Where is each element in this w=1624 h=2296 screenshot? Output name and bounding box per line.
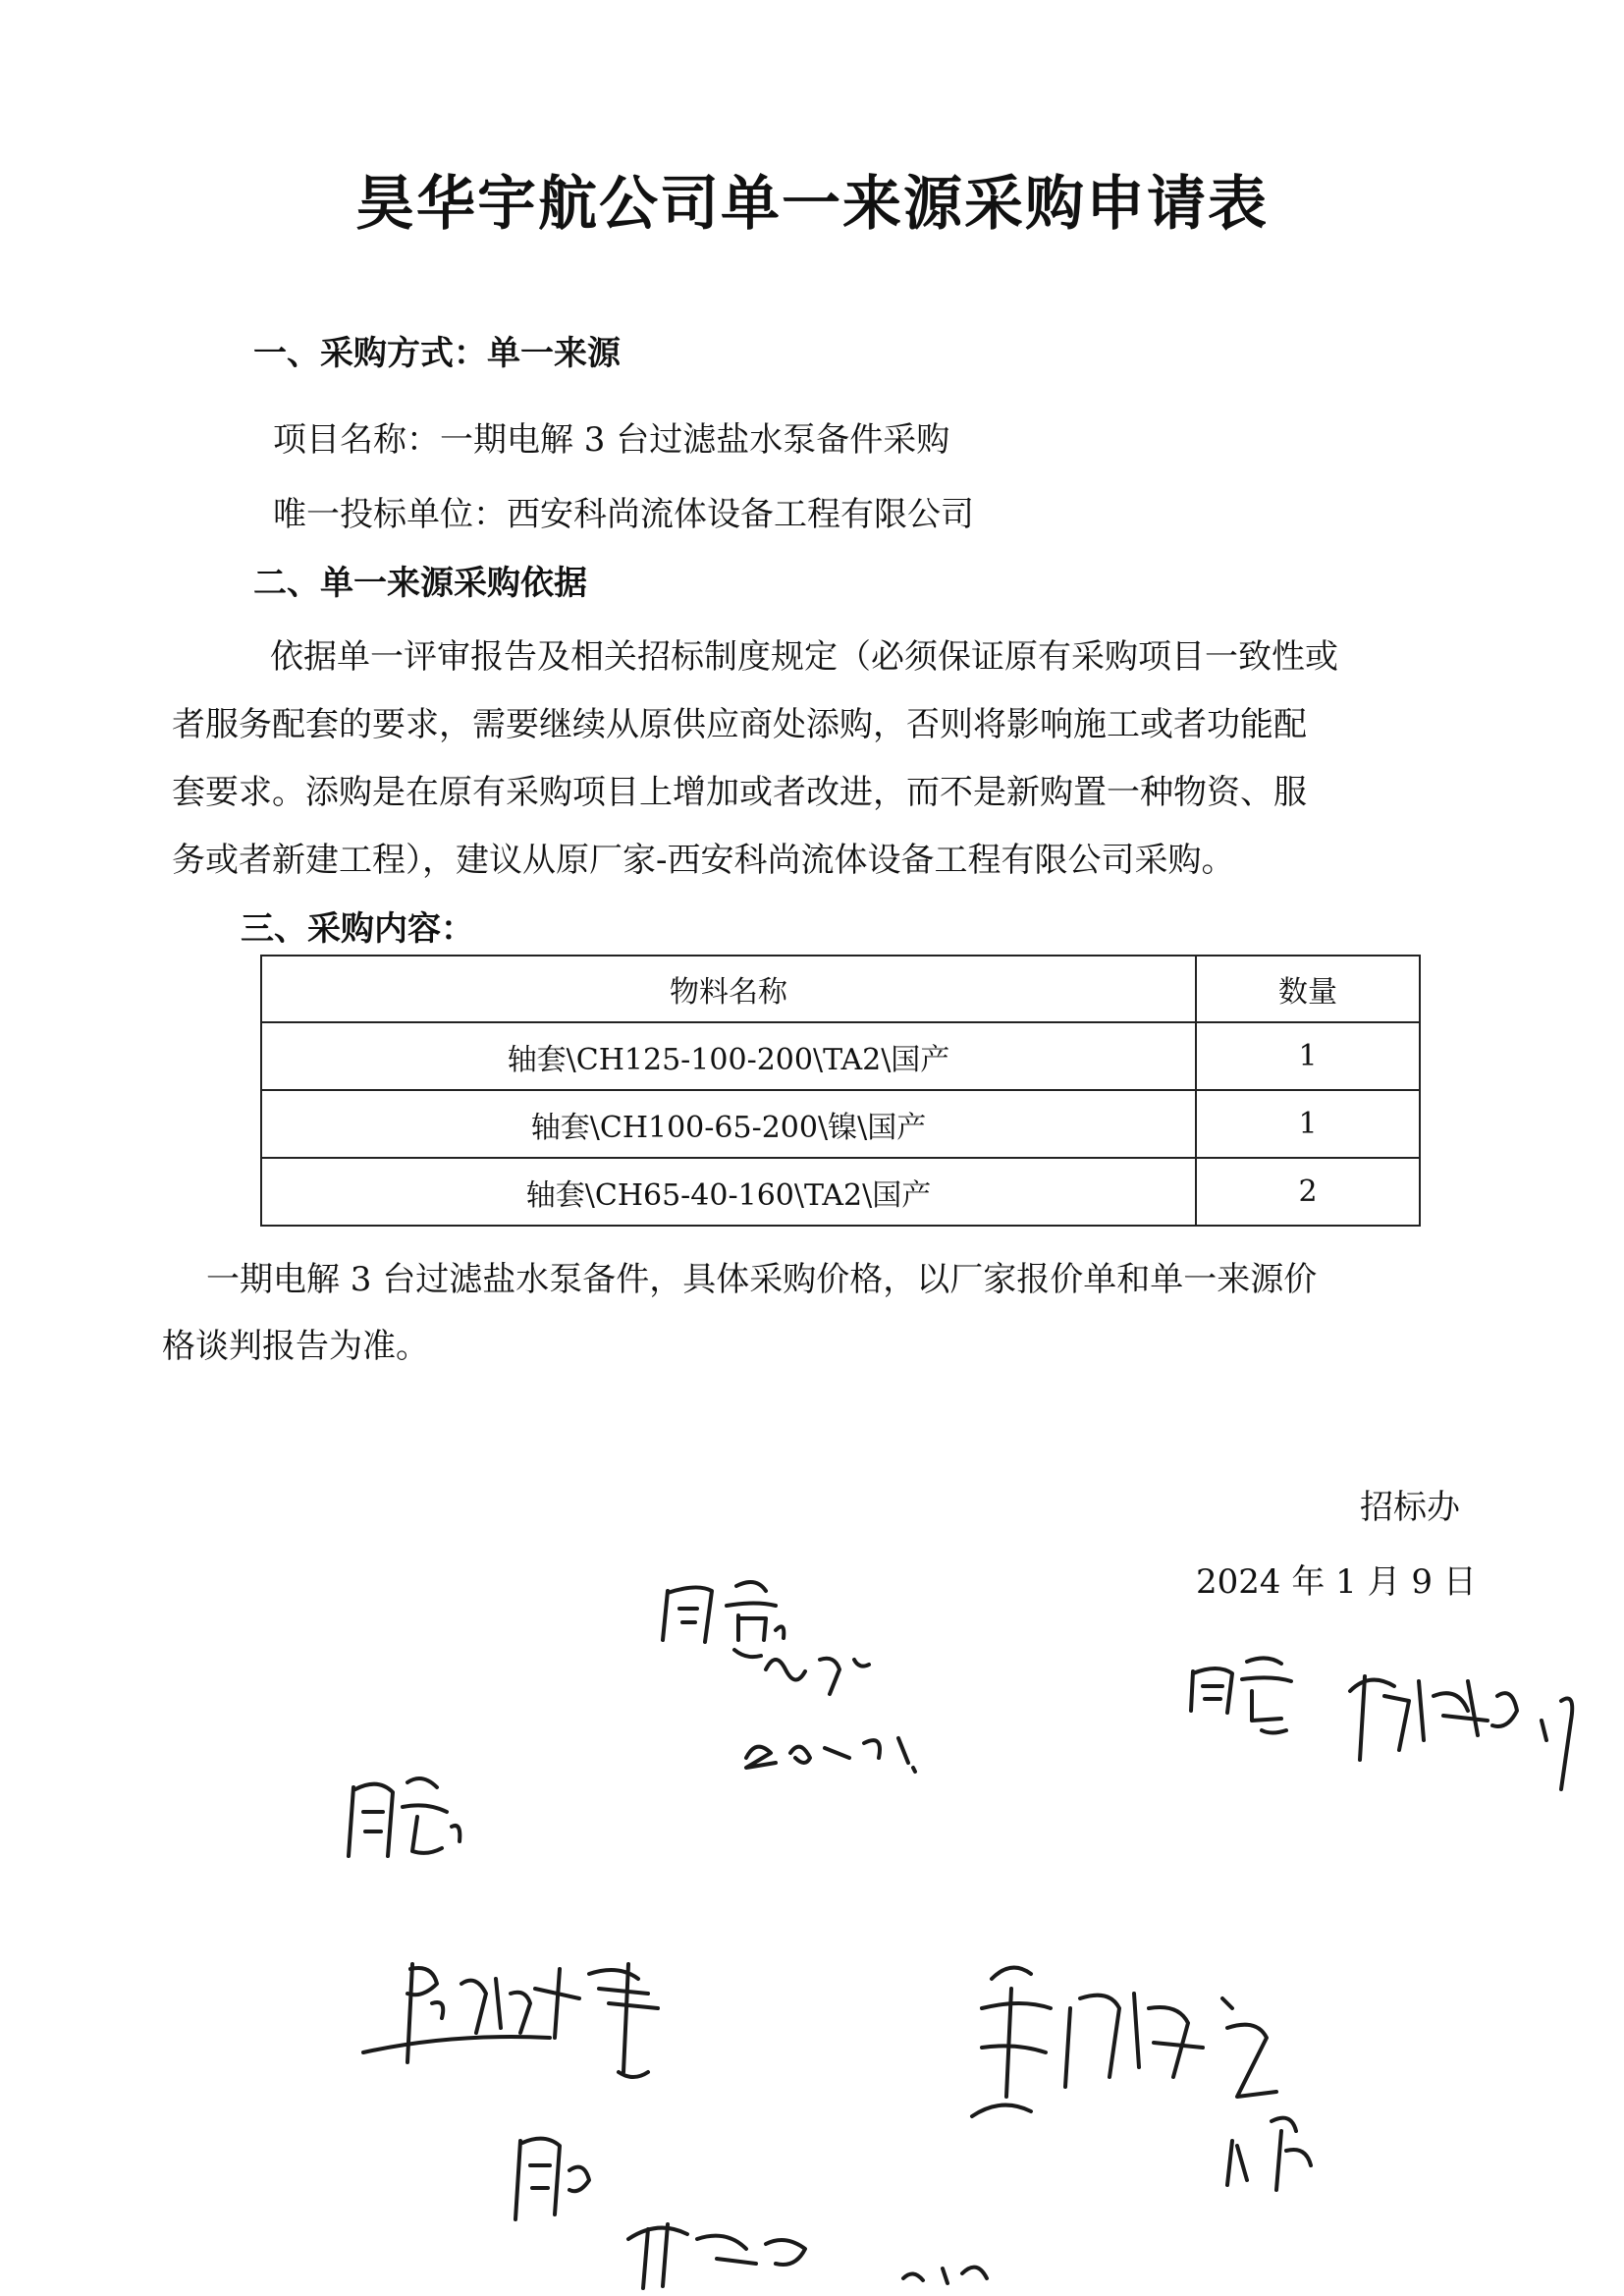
bidder-value: 西安科尚流体设备工程有限公司 (507, 495, 974, 534)
signature-3 (334, 1758, 481, 1886)
quantity-cell: 1 (1196, 1022, 1420, 1090)
date-label: 2024 年 1 月 9 日 (1196, 1562, 1477, 1602)
note-line-2: 格谈判报告为准。 (162, 1327, 429, 1366)
quantity-cell: 2 (1196, 1158, 1420, 1226)
project-name-label: 项目名称： (273, 420, 440, 460)
material-name-cell: 轴套\CH125-100-200\TA2\国产 (261, 1022, 1196, 1090)
bidder-label: 唯一投标单位： (273, 495, 507, 534)
signature-6 (1218, 2092, 1335, 2200)
materials-table (260, 955, 1421, 1227)
table-row (261, 1158, 1420, 1226)
table-row (261, 1022, 1420, 1090)
basis-line-1: 依据单一评审报告及相关招标制度规定（必须保证原有采购项目一致性或 (270, 637, 1338, 677)
section3-heading: 三、采购内容： (241, 909, 474, 949)
basis-line-2: 者服务配套的要求，需要继续从原供应商处添购，否则将影响施工或者功能配 (172, 705, 1307, 744)
note-line-1: 一期电解 3 台过滤盐水泵备件，具体采购价格，以厂家报价单和单一来源价 (206, 1260, 1318, 1299)
quantity-cell: 1 (1196, 1090, 1420, 1158)
bidder-line (273, 487, 974, 535)
basis-line-4: 务或者新建工程），建议从原厂家-西安科尚流体设备工程有限公司采购。 (172, 841, 1235, 880)
project-name-line (273, 412, 949, 461)
document-title: 昊华宇航公司单一来源采购申请表 (355, 170, 1269, 239)
header-quantity: 数量 (1196, 956, 1420, 1022)
project-name-value: 一期电解 3 台过滤盐水泵备件采购 (440, 420, 950, 460)
signature-7 (491, 2111, 1041, 2296)
header-material-name: 物料名称 (261, 956, 1196, 1022)
section2-heading: 二、单一来源采购依据 (253, 564, 587, 603)
section1-heading: 一、采购方式：单一来源 (253, 334, 621, 373)
material-name-cell: 轴套\CH65-40-160\TA2\国产 (261, 1158, 1196, 1226)
signature-4 (353, 1925, 727, 2092)
signature-2 (1173, 1642, 1624, 1829)
table-header-row (261, 956, 1420, 1022)
material-name-cell: 轴套\CH100-65-200\镍\国产 (261, 1090, 1196, 1158)
basis-line-3: 套要求。添购是在原有采购项目上增加或者改进，而不是新购置一种物资、服 (172, 773, 1307, 812)
table-row (261, 1090, 1420, 1158)
signature-1 (628, 1561, 1041, 1787)
department-label: 招标办 (1360, 1488, 1460, 1527)
